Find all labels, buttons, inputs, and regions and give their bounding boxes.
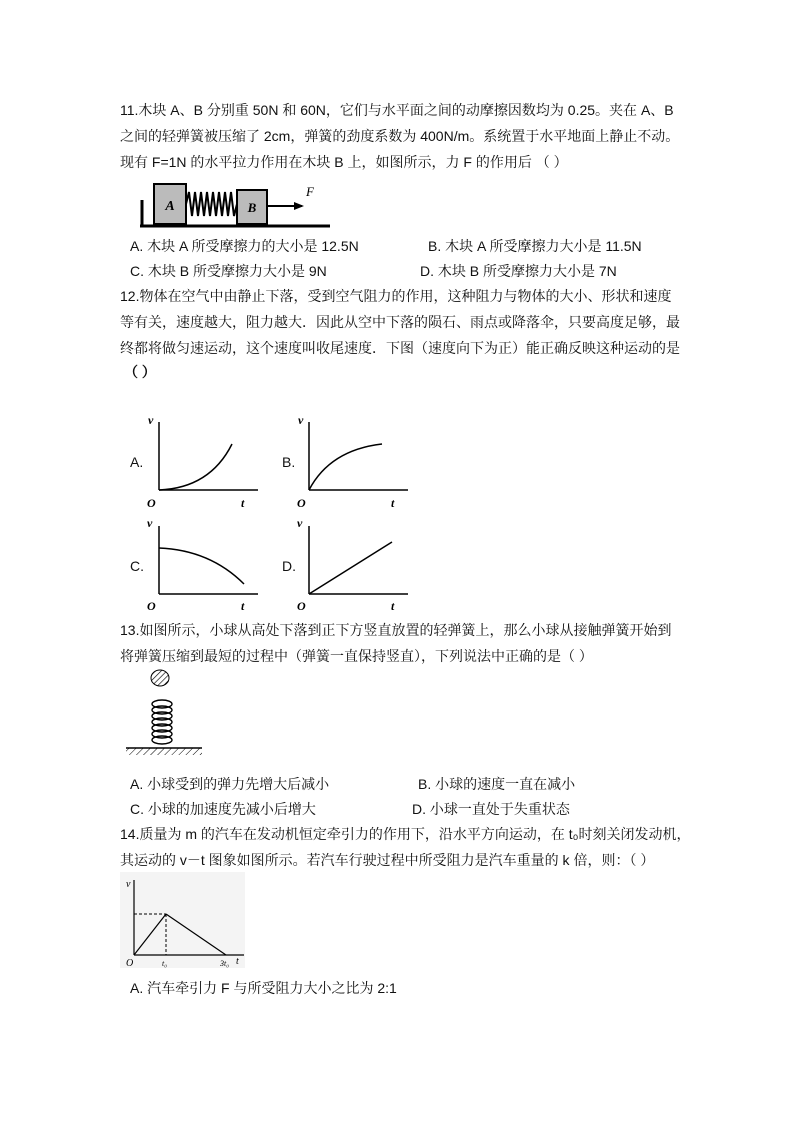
origin-label: O — [297, 599, 306, 613]
graph-d-label[interactable]: D. — [282, 558, 296, 574]
q12-line-2: 等有关，速度越大，阻力越大．因此从空中下落的陨石、雨点或降落伞，只要高度足够，最 — [120, 314, 680, 330]
v-axis-label: v — [298, 413, 304, 427]
ball — [151, 670, 169, 686]
q11-option-b[interactable]: B. 木块 A 所受摩擦力大小是 11.5N — [428, 238, 642, 254]
v-axis-label: v — [148, 413, 154, 427]
t0-label: t₀ — [162, 959, 168, 968]
q13-line-2: 将弹簧压缩到最短的过程中（弹簧一直保持竖直），下列说法中正确的是（ ） — [120, 648, 593, 664]
force-label: F — [306, 184, 314, 199]
origin-label: O — [147, 599, 156, 613]
graph-background — [120, 872, 245, 968]
q13-option-c[interactable]: C. 小球的加速度先减小后增大 — [130, 801, 316, 817]
origin-label: O — [147, 496, 156, 510]
q14-option-a[interactable]: A. 汽车牵引力 F 与所受阻力大小之比为 2:1 — [130, 980, 397, 996]
origin-label: O — [297, 496, 306, 510]
line-d — [309, 542, 392, 594]
ground-hatch — [126, 748, 202, 755]
t-axis-label: t — [391, 496, 395, 510]
v-axis-label: v — [147, 516, 153, 530]
graph-c — [140, 514, 260, 614]
v-axis-label: v — [126, 879, 131, 890]
graph-b — [290, 408, 410, 513]
graph-a — [140, 408, 260, 513]
graph-b-label[interactable]: B. — [282, 454, 296, 470]
q11-line-3: 现有 F=1N 的水平拉力作用在木块 B 上，如图所示，力 F 的作用后 （ ） — [120, 154, 568, 170]
q14-vt-graph — [120, 872, 245, 968]
q14-line-1: 14.质量为 m 的汽车在发动机恒定牵引力的作用下，沿水平方向运动，在 t₀时刻关闭发动机， — [120, 826, 691, 842]
q14-line-2: 其运动的 v－t 图象如图所示。若汽车行驶过程中所受阻力是汽车重量的 k 倍，则：（ ） — [120, 852, 655, 868]
t-axis-label: t — [241, 599, 245, 613]
spring-coils — [152, 700, 172, 744]
q13-line-1: 13.如图所示，小球从高处下落到正下方竖直放置的轻弹簧上，那么小球从接触弹簧开始到 — [120, 622, 672, 638]
graph-c-label[interactable]: C. — [130, 558, 144, 574]
arrow-head-icon — [294, 202, 304, 210]
q13-option-a[interactable]: A. 小球受到的弹力先增大后减小 — [130, 776, 330, 792]
origin-label: O — [126, 958, 134, 968]
q11-blocks-spring-figure — [140, 178, 330, 230]
v-axis-label: v — [297, 516, 303, 530]
t-axis-label: t — [241, 496, 245, 510]
q11-line-1: 11.木块 A、B 分别重 50N 和 60N，它们与水平面之间的动摩擦因数均为 0.25。夹在 A、B — [120, 102, 674, 118]
q11-line-2: 之间的轻弹簧被压缩了 2cm，弹簧的劲度系数为 400N/m。系统置于水平地面上静止不动。 — [120, 128, 680, 144]
curve-b — [309, 444, 382, 490]
q11-option-d[interactable]: D. 木块 B 所受摩擦力大小是 7N — [420, 263, 617, 279]
q12-line-3: 终都将做匀速运动，这个速度叫收尾速度．下图（速度向下为正）能正确反映这种运动的是 — [120, 340, 680, 356]
graph-d — [290, 514, 410, 614]
t-axis-label: t — [236, 956, 239, 967]
curve-a — [159, 444, 232, 490]
graph-a-label[interactable]: A. — [130, 454, 144, 470]
q12-line-1: 12.物体在空气中由静止下落，受到空气阻力的作用，这种阻力与物体的大小、形状和速度 — [120, 288, 672, 304]
q13-option-b[interactable]: B. 小球的速度一直在减小 — [418, 776, 576, 792]
block-a-label: A — [165, 199, 175, 214]
q12-line-4: （ ） — [124, 364, 156, 380]
t3-label: 3t₀ — [220, 959, 230, 968]
q11-option-a[interactable]: A. 木块 A 所受摩擦力的大小是 12.5N — [130, 238, 359, 254]
q13-option-d[interactable]: D. 小球一直处于失重状态 — [412, 801, 570, 817]
t-axis-label: t — [391, 599, 395, 613]
spring — [186, 192, 237, 216]
curve-c — [159, 548, 244, 584]
q11-option-c[interactable]: C. 木块 B 所受摩擦力大小是 9N — [130, 263, 327, 279]
q13-ball-spring-figure — [124, 668, 204, 760]
block-b-label: B — [247, 200, 257, 215]
